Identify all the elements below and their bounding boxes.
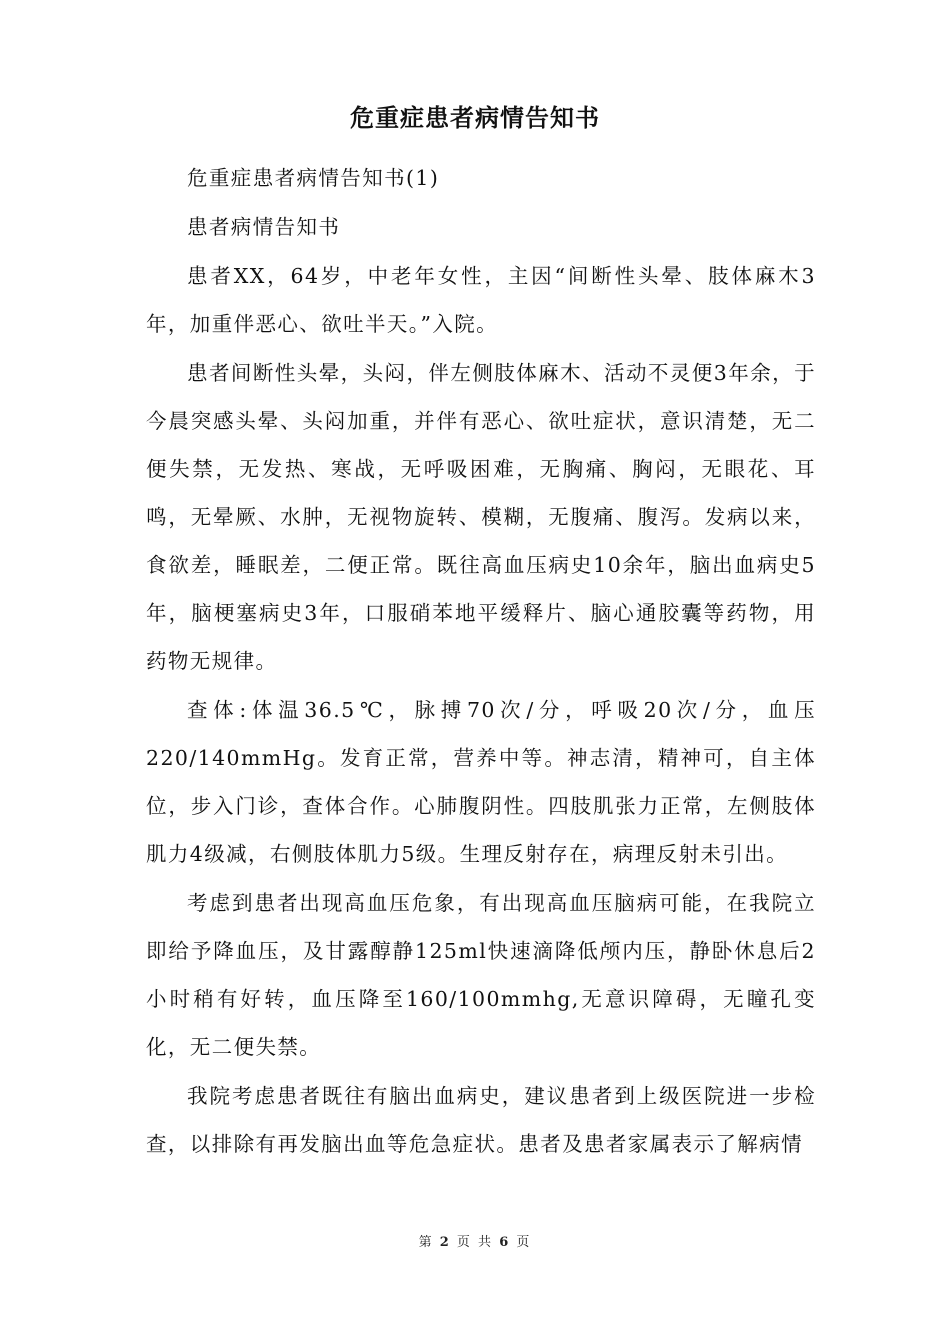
paragraph-heading: 患者病情告知书 <box>187 215 341 239</box>
page-footer <box>0 1233 950 1253</box>
footer-total-pages: 6 <box>499 1235 511 1250</box>
footer-middle: 页 共 <box>456 1235 494 1250</box>
paragraph-examination: 查体:体温36.5℃，脉搏70次/分，呼吸20次/分，血压220/140mmHg。发育正常，营养中等。神志清，精神可，自主体位，步入门诊，查体合作。心肺腹阴性。四肢肌张力正常，左侧肢体肌力4级减，右侧肢体肌力5级。生理反射存在，病理反射未引出。 <box>146 698 816 866</box>
paragraph-recommendation: 我院考虑患者既往有脑出血病史，建议患者到上级医院进一步检查，以排除有再发脑出血等危急症状。患者及患者家属表示了解病情 <box>146 1084 816 1156</box>
footer-current-page: 2 <box>439 1235 451 1250</box>
paragraph-patient-summary: 患者XX，64岁，中老年女性，主因“间断性头晕、肢体麻木3年，加重伴恶心、欲吐半天。”入院。 <box>146 264 816 336</box>
footer-suffix: 页 <box>516 1235 532 1250</box>
document-body <box>146 154 816 1169</box>
paragraph-treatment: 考虑到患者出现高血压危象，有出现高血压脑病可能，在我院立即给予降血压，及甘露醇静125ml快速滴降低颅内压，静卧休息后2小时稍有好转，血压降至160/100mmhg,无意识障碍，无瞳孔变化，无二便失禁。 <box>146 891 816 1059</box>
paragraph-subtitle: 危重症患者病情告知书(1) <box>187 166 440 190</box>
paragraph-history: 患者间断性头晕，头闷，伴左侧肢体麻木、活动不灵便3年余，于今晨突感头晕、头闷加重，并伴有恶心、欲吐症状，意识清楚，无二便失禁，无发热、寒战，无呼吸困难，无胸痛、胸闷，无眼花、耳鸣，无晕厥、水肿，无视物旋转、模糊，无腹痛、腹泻。发病以来，食欲差，睡眠差，二便正常。既往高血压病史10余年，脑出血病史5年，脑梗塞病史3年，口服硝苯地平缓释片、脑心通胶囊等药物，用药物无规律。 <box>146 361 816 673</box>
document-title: 危重症患者病情告知书 <box>350 104 600 132</box>
footer-prefix: 第 <box>418 1235 434 1250</box>
